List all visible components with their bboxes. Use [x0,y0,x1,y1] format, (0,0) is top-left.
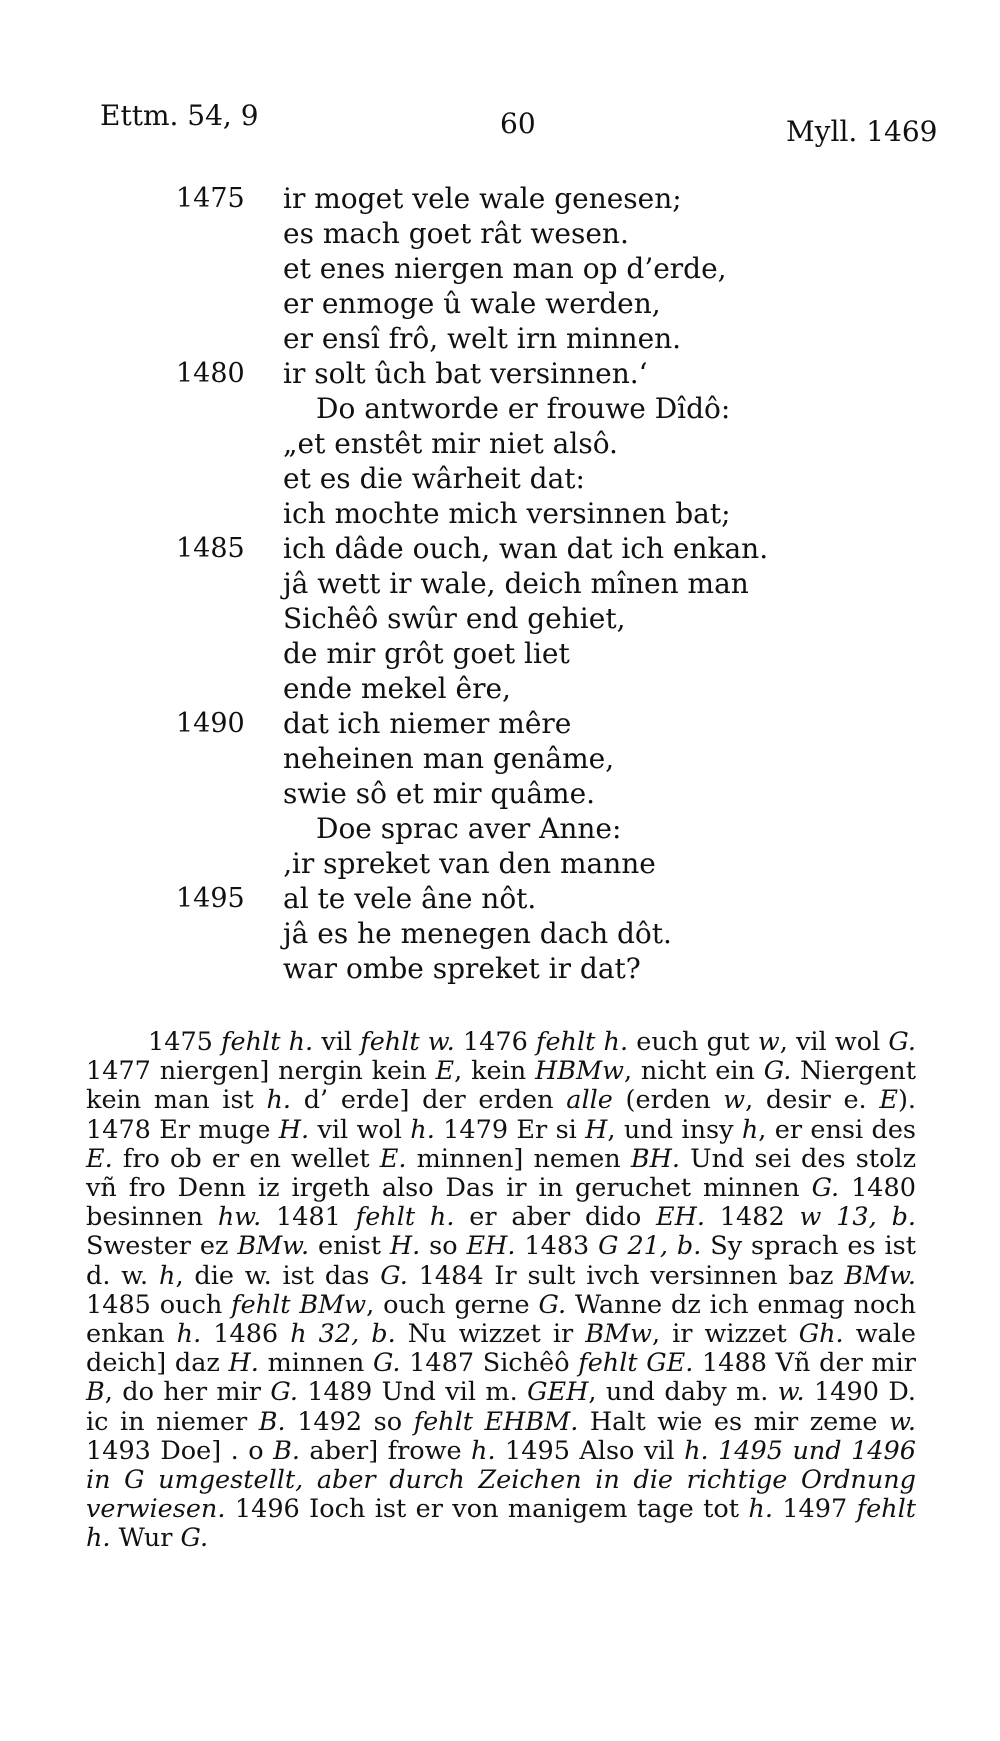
apparatus-segment: fehlt h. [355,1202,455,1233]
verse-line-text: es mach goet rât wesen. [283,217,629,250]
apparatus-segment: H. [278,1114,310,1145]
verse-line-text: er enmoge û wale werden, [283,287,661,320]
apparatus-segment: Niergent kein man ist [86,1056,916,1116]
apparatus-segment: d’ erde] der erden [291,1085,567,1116]
verse-line [0,602,1000,637]
verse-text [0,182,1000,987]
apparatus-segment: BMw. [237,1231,310,1262]
line-number: 1495 [176,883,245,914]
line-number: 1485 [176,533,245,564]
apparatus-segment: H [585,1114,608,1145]
verse-line [0,462,1000,497]
apparatus-segment: Swester ez [86,1231,238,1262]
apparatus-segment: fehlt EHBM. [413,1406,579,1437]
verse-line-text: neheinen man genâme, [283,742,615,775]
apparatus-segment: , nicht ein [623,1056,764,1087]
apparatus-segment: 1484 Ir sult ivch versinnen baz [407,1260,845,1291]
apparatus-segment: EH. [656,1202,705,1233]
apparatus-segment: minnen [258,1348,373,1379]
verse-line-text: ir moget vele wale genesen; [283,182,682,215]
apparatus-segment: h. [410,1114,435,1145]
verse-line-text: al te vele âne nôt. [283,882,537,915]
apparatus-segment: 1496 Ioch ist er von manigem tage tot [225,1494,749,1525]
critical-apparatus [86,1028,916,1554]
apparatus-segment: h. [471,1435,496,1466]
apparatus-segment: fehlt BMw [231,1289,367,1320]
verse-line [0,777,1000,812]
verse-line-text: ende mekel êre, [283,672,511,705]
apparatus-segment: w [757,1027,780,1057]
apparatus-segment: ). [897,1085,917,1116]
verse-line [0,217,1000,252]
verse-line-text: ir solt ûch bat versinnen.‘ [283,357,648,390]
apparatus-segment: BMw. [844,1260,916,1291]
verse-line-text: war ombe spreket ir dat? [283,952,641,985]
apparatus-segment: , vil wol [779,1027,889,1057]
apparatus-segment: , und insy [607,1114,742,1145]
apparatus-segment: hw. [217,1202,262,1233]
apparatus-segment: fehlt w. [360,1027,455,1057]
verse-line-text: Do antworde er frouwe Dîdô: [316,392,731,425]
apparatus-segment: wale deich] daz [86,1319,917,1379]
apparatus-segment: H. [389,1231,421,1262]
apparatus-segment: (erden [612,1085,724,1116]
verse-line [0,287,1000,322]
verse-line-text: jâ es he menegen dach dôt. [283,917,672,950]
verse-line [0,882,1000,917]
line-number: 1490 [176,708,245,739]
apparatus-segment: G. [180,1523,209,1554]
apparatus-segment: h. [748,1494,773,1525]
apparatus-segment: BMw [585,1319,652,1350]
verse-line [0,497,1000,532]
verse-line [0,672,1000,707]
apparatus-segment: , ouch gerne [366,1289,539,1320]
apparatus-segment: G. [372,1348,401,1379]
apparatus-segment: 1495 und 1496 in G umgestellt, aber durch Zeichen in die richtige Ordnung verwiesen. [86,1435,916,1525]
verse-line-text: Sichêô swûr end gehiet, [283,602,626,635]
apparatus-segment: 1487 Sichêô [400,1348,579,1379]
apparatus-segment: Nu wizzet ir [395,1319,586,1350]
apparatus-segment: 1488 Vñ der mir [693,1348,916,1379]
apparatus-segment: enist [309,1231,390,1262]
apparatus-segment: E. [379,1143,407,1174]
verse-line-text: „et enstêt mir niet alsô. [283,427,618,460]
verse-line [0,707,1000,742]
apparatus-segment: 1478 Er muge [86,1114,279,1145]
apparatus-segment: G. [811,1173,840,1204]
verse-line [0,532,1000,567]
apparatus-segment: Halt wie es mir zeme [578,1406,890,1437]
apparatus-segment: Und sei des stolz vñ fro Denn iz irgeth also Das ir in geruchet minnen [86,1143,917,1204]
verse-line [0,847,1000,882]
apparatus-segment: fehlt h. [536,1027,629,1057]
verse-line-text: de mir grôt goet liet [283,637,570,670]
verse-line [0,252,1000,287]
apparatus-segment: Sy sprach es ist d. w. [86,1231,916,1291]
apparatus-segment: w 13, b. [799,1202,917,1233]
apparatus-segment: 1490 D. ic in niemer [86,1377,916,1437]
verse-line [0,952,1000,987]
apparatus-segment: 1492 so [285,1406,414,1437]
verse-line [0,637,1000,672]
apparatus-segment: w. [889,1406,916,1437]
verse-line [0,427,1000,462]
apparatus-segment: h 32, b. [290,1319,396,1350]
apparatus-segment: 1475 [148,1027,222,1057]
apparatus-segment: E [435,1056,455,1087]
apparatus-segment: h [159,1260,176,1291]
apparatus-segment: G. [270,1377,298,1408]
apparatus-segment: G. [763,1056,792,1087]
apparatus-paragraph [86,1028,916,1554]
verse-line [0,917,1000,952]
apparatus-segment: 1495 Also vil [495,1435,685,1466]
apparatus-segment: h. [266,1085,292,1116]
apparatus-segment: HBMw [535,1056,624,1087]
verse-line-text: swie sô et mir quâme. [283,777,596,810]
apparatus-segment: fehlt h. [221,1027,314,1057]
apparatus-segment [709,1436,718,1466]
apparatus-segment: 1497 [772,1494,857,1525]
verse-line-text: er ensî frô, welt irn minnen. [283,322,682,355]
apparatus-segment: aber] frowe [299,1435,472,1466]
verse-line-text: et es die wârheit dat: [283,462,585,495]
line-number: 1480 [176,358,245,389]
apparatus-segment: Wanne dz ich enmag noch enkan [86,1289,917,1350]
apparatus-segment: 1493 Doe] . o [86,1435,274,1466]
apparatus-segment: 1489 Und vil m. [297,1377,528,1408]
apparatus-segment: 1479 Er si [434,1114,586,1145]
verse-line-text: ich dâde ouch, wan dat ich enkan. [283,532,769,565]
verse-line [0,567,1000,602]
apparatus-segment: er aber dido [454,1202,657,1233]
apparatus-segment: H. [228,1348,259,1379]
verse-line-text: ich mochte mich versinnen bat; [283,497,731,530]
apparatus-segment: B. [273,1435,300,1466]
apparatus-segment: alle [566,1085,613,1116]
apparatus-segment: minnen] nemen [406,1143,631,1174]
verse-line [0,357,1000,392]
page-number: 60 [500,107,536,140]
apparatus-segment: vil [313,1027,361,1057]
apparatus-segment: G. [538,1289,567,1320]
apparatus-segment: G. [380,1260,408,1291]
apparatus-segment: B. [258,1406,286,1437]
apparatus-segment: fehlt GE. [578,1348,694,1379]
apparatus-segment: E [879,1085,898,1116]
apparatus-segment: h. [176,1319,202,1350]
apparatus-segment: 1483 [515,1231,599,1262]
apparatus-segment: G. [888,1027,916,1057]
header-left-reference: Ettm. 54, 9 [100,99,259,132]
apparatus-segment: BH. [630,1143,680,1174]
apparatus-segment: fro ob er en wellet [112,1143,380,1174]
apparatus-segment: , und daby m. [588,1377,778,1408]
apparatus-segment: 1477 niergen] nergin kein [86,1056,436,1087]
verse-line-text: Doe sprac aver Anne: [316,812,622,845]
apparatus-segment: , desir e. [745,1085,880,1116]
apparatus-segment: euch gut [628,1027,758,1057]
apparatus-segment: , ir wizzet [651,1319,799,1350]
verse-line-text: ‚ir spreket van den manne [283,847,656,880]
apparatus-segment: 1481 [261,1202,356,1233]
verse-line-text: jâ wett ir wale, deich mînen man [283,567,749,600]
apparatus-segment: w [723,1085,746,1116]
apparatus-segment: 1480 besinnen [86,1173,916,1233]
apparatus-segment: 1485 ouch [86,1289,232,1320]
apparatus-segment: , kein [454,1056,536,1087]
apparatus-segment: G 21, b. [598,1231,702,1262]
apparatus-segment: so [420,1231,467,1262]
apparatus-segment: 1486 [201,1319,291,1350]
apparatus-segment: Gh. [798,1319,844,1350]
apparatus-segment: , do her mir [104,1377,271,1408]
apparatus-segment: B [86,1377,105,1408]
apparatus-segment: , er ensi des [758,1114,916,1145]
apparatus-segment: vil wol [309,1114,411,1145]
apparatus-segment: EH. [466,1231,516,1262]
apparatus-segment: 1476 [454,1027,536,1057]
apparatus-segment: Wur [110,1523,181,1554]
apparatus-segment: w. [777,1377,805,1408]
apparatus-segment: GEH [527,1377,589,1408]
apparatus-segment: fehlt h. [86,1494,916,1554]
apparatus-segment: 1482 [704,1202,800,1233]
apparatus-segment: , die w. ist das [175,1260,381,1291]
header-right-reference: Myll. 1469 [786,115,938,148]
verse-line [0,392,1000,427]
verse-line-text: dat ich niemer mêre [283,707,572,740]
verse-line [0,812,1000,847]
apparatus-segment: E. [86,1143,113,1174]
page-header [0,90,1000,148]
apparatus-segment: h. [684,1435,709,1466]
verse-line-text: et enes niergen man op d’erde, [283,252,727,285]
line-number: 1475 [176,183,245,214]
verse-line [0,742,1000,777]
apparatus-segment: h [741,1114,759,1145]
verse-line [0,322,1000,357]
verse-line [0,182,1000,217]
